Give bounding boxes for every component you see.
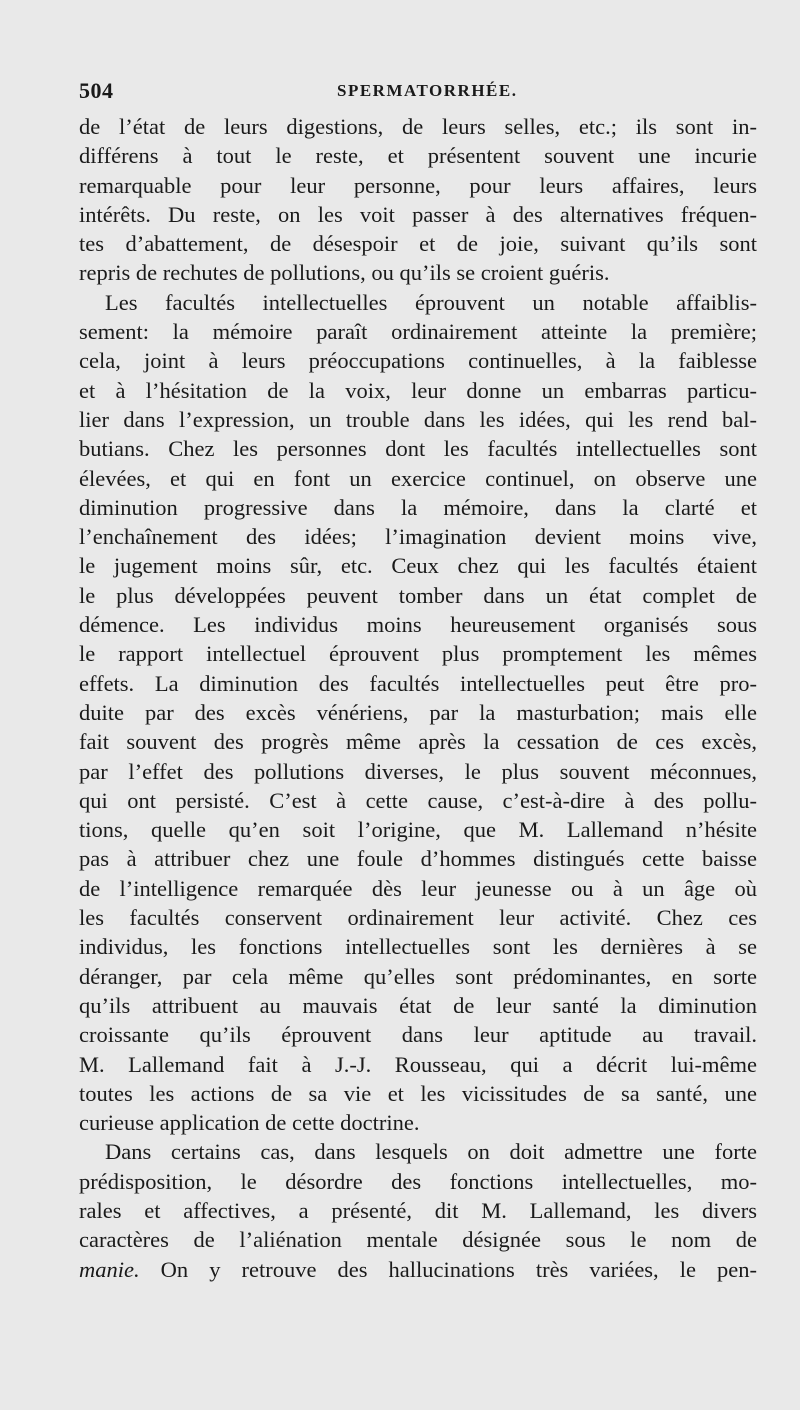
text-line: croissante qu’ils éprouvent dans leur aptitude au travail.: [79, 1022, 757, 1048]
text-line: le jugement moins sûr, etc. Ceux chez qui les facultés étaient: [79, 553, 757, 579]
text-line: individus, les fonctions intellectuelles sont les dernières à se: [79, 934, 757, 960]
text-line: l’enchaînement des idées; l’imagination devient moins vive,: [79, 524, 757, 550]
text-line: remarquable pour leur personne, pour leurs affaires, leurs: [79, 172, 757, 198]
text-line: toutes les actions de sa vie et les vicissitudes de sa santé, une: [79, 1080, 757, 1106]
text-line: repris de rechutes de pollutions, ou qu’ils se croient guéris.: [79, 260, 610, 286]
text-line: le plus développées peuvent tomber dans un état complet de: [79, 582, 757, 608]
page-header: [79, 78, 759, 104]
text-line: fait souvent des progrès même après la cessation de ces excès,: [79, 729, 757, 755]
text-line: déranger, par cela même qu’elles sont prédominantes, en sorte: [79, 963, 757, 989]
text-line: diminution progressive dans la mémoire, dans la clarté et: [79, 494, 757, 520]
text-line-final: [79, 1255, 757, 1284]
text-line: rales et affectives, a présenté, dit M. Lallemand, les divers: [79, 1197, 757, 1223]
text-line: curieuse application de cette doctrine.: [79, 1110, 420, 1136]
text-line: de l’état de leurs digestions, de leurs selles, etc.; ils sont in-: [79, 114, 757, 139]
text-line: le rapport intellectuel éprouvent plus promptement les mêmes: [79, 641, 757, 667]
body-text: [79, 112, 757, 1284]
text-line: qui ont persisté. C’est à cette cause, c’est-à-dire à des pollu-: [79, 787, 757, 813]
text-line: qu’ils attribuent au mauvais état de leur santé la diminution: [79, 992, 757, 1018]
page-number: 504: [79, 78, 114, 103]
text-line: caractères de l’aliénation mentale désignée sous le nom de: [79, 1227, 757, 1253]
paragraph-3: [79, 1137, 757, 1283]
paragraph-1: [79, 112, 757, 288]
text-line: démence. Les individus moins heureusement organisés sous: [79, 612, 757, 638]
text-line: prédisposition, le désordre des fonctions intellectuelles, mo-: [79, 1168, 757, 1194]
text-fragment: On y retrouve des hallucinations très variées, le pen-: [139, 1256, 757, 1282]
text-line: pas à attribuer chez une foule d’hommes distingués cette baisse: [79, 846, 757, 872]
text-line: duite par des excès vénériens, par la masturbation; mais elle: [79, 699, 757, 725]
running-title: SPERMATORRHÉE.: [337, 81, 518, 100]
italic-term: manie.: [79, 1256, 140, 1282]
text-line: Dans certains cas, dans lesquels on doit admettre une forte: [105, 1139, 757, 1165]
text-line: différens à tout le reste, et présentent souvent une incurie: [79, 143, 757, 169]
paragraph-2: [79, 288, 757, 1138]
text-line: de l’intelligence remarquée dès leur jeunesse ou à un âge où: [79, 875, 757, 901]
text-line: intérêts. Du reste, on les voit passer à des alternatives fréquen-: [79, 201, 757, 227]
text-line: élevées, et qui en font un exercice continuel, on observe une: [79, 465, 757, 491]
text-line: effets. La diminution des facultés intellectuelles peut être pro-: [79, 670, 757, 696]
text-line: tes d’abattement, de désespoir et de joie, suivant qu’ils sont: [79, 231, 757, 257]
text-line: lier dans l’expression, un trouble dans les idées, qui les rend bal-: [79, 406, 757, 432]
text-line: cela, joint à leurs préoccupations continuelles, à la faiblesse: [79, 348, 757, 374]
text-line: tions, quelle qu’en soit l’origine, que M. Lallemand n’hésite: [79, 817, 757, 843]
text-line: M. Lallemand fait à J.-J. Rousseau, qui a décrit lui-même: [79, 1051, 757, 1077]
text-line: Les facultés intellectuelles éprouvent un notable affaiblis-: [105, 289, 757, 315]
text-line: butians. Chez les personnes dont les facultés intellectuelles sont: [79, 436, 757, 462]
text-line: par l’effet des pollutions diverses, le plus souvent méconnues,: [79, 758, 757, 784]
text-line: sement: la mémoire paraît ordinairement atteinte la première;: [79, 319, 757, 345]
text-line: les facultés conservent ordinairement leur activité. Chez ces: [79, 905, 757, 931]
text-line: et à l’hésitation de la voix, leur donne un embarras particu-: [79, 377, 757, 403]
